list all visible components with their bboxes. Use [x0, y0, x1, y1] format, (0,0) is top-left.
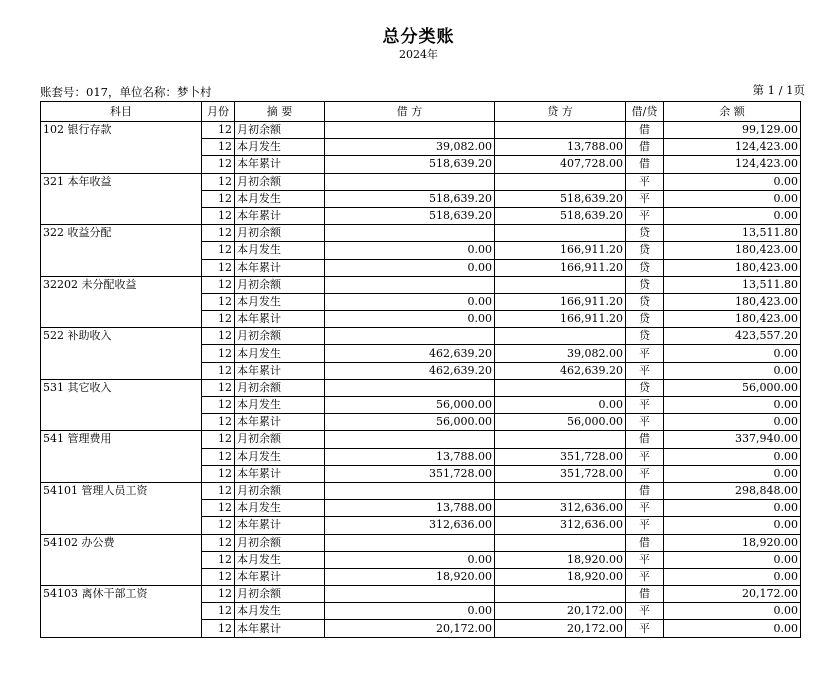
- credit-cell: 166,911.20: [495, 293, 626, 310]
- summary-cell: 本月发生: [235, 397, 325, 414]
- account-set-info: 账套号：017，单位名称：梦卜村: [40, 85, 212, 99]
- table-row: [41, 225, 801, 242]
- direction-cell: 贷: [626, 225, 664, 242]
- direction-cell: 平: [626, 448, 664, 465]
- summary-cell: 本月发生: [235, 242, 325, 259]
- summary-cell: 本月发生: [235, 139, 325, 156]
- month-cell: 12: [202, 328, 235, 345]
- balance-cell: 0.00: [664, 207, 801, 224]
- direction-cell: 贷: [626, 311, 664, 328]
- credit-cell: 518,639.20: [495, 207, 626, 224]
- debit-cell: [325, 431, 495, 448]
- direction-cell: 平: [626, 465, 664, 482]
- credit-cell: [495, 379, 626, 396]
- subject-cell: 102 银行存款: [41, 122, 202, 174]
- balance-cell: 337,940.00: [664, 431, 801, 448]
- month-cell: 12: [202, 190, 235, 207]
- summary-cell: 本月发生: [235, 293, 325, 310]
- balance-cell: 180,423.00: [664, 259, 801, 276]
- general-ledger-table: [40, 101, 801, 638]
- month-cell: 12: [202, 534, 235, 551]
- month-cell: 12: [202, 259, 235, 276]
- debit-cell: [325, 122, 495, 139]
- debit-cell: 518,639.20: [325, 156, 495, 173]
- balance-cell: 0.00: [664, 190, 801, 207]
- direction-cell: 贷: [626, 328, 664, 345]
- summary-cell: 本年累计: [235, 620, 325, 637]
- debit-cell: 20,172.00: [325, 620, 495, 637]
- col-header-balance: 余 额: [664, 102, 801, 122]
- credit-cell: 351,728.00: [495, 465, 626, 482]
- col-header-subject: 科目: [41, 102, 202, 122]
- debit-cell: 13,788.00: [325, 500, 495, 517]
- credit-cell: 56,000.00: [495, 414, 626, 431]
- balance-cell: 13,511.80: [664, 225, 801, 242]
- balance-cell: 56,000.00: [664, 379, 801, 396]
- table-row: [41, 276, 801, 293]
- debit-cell: [325, 276, 495, 293]
- balance-cell: 0.00: [664, 362, 801, 379]
- direction-cell: 借: [626, 139, 664, 156]
- balance-cell: 0.00: [664, 568, 801, 585]
- ledger-body: [41, 122, 801, 638]
- month-cell: 12: [202, 465, 235, 482]
- balance-cell: 423,557.20: [664, 328, 801, 345]
- debit-cell: 0.00: [325, 311, 495, 328]
- direction-cell: 借: [626, 431, 664, 448]
- credit-cell: 166,911.20: [495, 259, 626, 276]
- summary-cell: 月初余额: [235, 225, 325, 242]
- table-row: [41, 534, 801, 551]
- subject-cell: 522 补助收入: [41, 328, 202, 380]
- month-cell: 12: [202, 603, 235, 620]
- credit-cell: [495, 122, 626, 139]
- credit-cell: [495, 173, 626, 190]
- balance-cell: 13,511.80: [664, 276, 801, 293]
- summary-cell: 月初余额: [235, 379, 325, 396]
- credit-cell: 18,920.00: [495, 551, 626, 568]
- credit-cell: 351,728.00: [495, 448, 626, 465]
- summary-cell: 本年累计: [235, 259, 325, 276]
- table-row: [41, 173, 801, 190]
- credit-cell: 166,911.20: [495, 311, 626, 328]
- credit-cell: 13,788.00: [495, 139, 626, 156]
- direction-cell: 平: [626, 568, 664, 585]
- month-cell: 12: [202, 397, 235, 414]
- page-number: 第 1 / 1页: [752, 83, 805, 97]
- month-cell: 12: [202, 173, 235, 190]
- col-header-summary: 摘 要: [235, 102, 325, 122]
- direction-cell: 平: [626, 500, 664, 517]
- summary-cell: 本月发生: [235, 603, 325, 620]
- debit-cell: 462,639.20: [325, 362, 495, 379]
- month-cell: 12: [202, 482, 235, 499]
- balance-cell: 0.00: [664, 517, 801, 534]
- month-cell: 12: [202, 414, 235, 431]
- direction-cell: 借: [626, 156, 664, 173]
- subject-cell: 54103 离休干部工资: [41, 586, 202, 638]
- balance-cell: 0.00: [664, 173, 801, 190]
- table-row: [41, 379, 801, 396]
- summary-cell: 月初余额: [235, 482, 325, 499]
- summary-cell: 本年累计: [235, 568, 325, 585]
- month-cell: 12: [202, 207, 235, 224]
- summary-cell: 本月发生: [235, 500, 325, 517]
- subject-cell: 54101 管理人员工资: [41, 482, 202, 534]
- summary-cell: 月初余额: [235, 328, 325, 345]
- balance-cell: 124,423.00: [664, 139, 801, 156]
- direction-cell: 平: [626, 414, 664, 431]
- direction-cell: 贷: [626, 293, 664, 310]
- balance-cell: 0.00: [664, 345, 801, 362]
- balance-cell: 298,848.00: [664, 482, 801, 499]
- debit-cell: 351,728.00: [325, 465, 495, 482]
- balance-cell: 180,423.00: [664, 293, 801, 310]
- month-cell: 12: [202, 362, 235, 379]
- balance-cell: 0.00: [664, 465, 801, 482]
- debit-cell: [325, 379, 495, 396]
- summary-cell: 本年累计: [235, 414, 325, 431]
- credit-cell: 518,639.20: [495, 190, 626, 207]
- debit-cell: 0.00: [325, 551, 495, 568]
- table-header-row: [41, 102, 801, 122]
- credit-cell: [495, 276, 626, 293]
- month-cell: 12: [202, 379, 235, 396]
- month-cell: 12: [202, 500, 235, 517]
- ledger-year: 2024年: [399, 48, 438, 61]
- direction-cell: 借: [626, 586, 664, 603]
- summary-cell: 月初余额: [235, 276, 325, 293]
- credit-cell: [495, 431, 626, 448]
- debit-cell: 13,788.00: [325, 448, 495, 465]
- table-row: [41, 586, 801, 603]
- month-cell: 12: [202, 551, 235, 568]
- credit-cell: 407,728.00: [495, 156, 626, 173]
- credit-cell: 0.00: [495, 397, 626, 414]
- direction-cell: 借: [626, 482, 664, 499]
- direction-cell: 平: [626, 620, 664, 637]
- subject-cell: 321 本年收益: [41, 173, 202, 225]
- direction-cell: 贷: [626, 276, 664, 293]
- credit-cell: 312,636.00: [495, 517, 626, 534]
- balance-cell: 0.00: [664, 397, 801, 414]
- direction-cell: 平: [626, 173, 664, 190]
- summary-cell: 月初余额: [235, 173, 325, 190]
- table-row: [41, 328, 801, 345]
- direction-cell: 平: [626, 517, 664, 534]
- credit-cell: 462,639.20: [495, 362, 626, 379]
- debit-cell: 56,000.00: [325, 397, 495, 414]
- direction-cell: 平: [626, 207, 664, 224]
- month-cell: 12: [202, 225, 235, 242]
- summary-cell: 本年累计: [235, 156, 325, 173]
- month-cell: 12: [202, 293, 235, 310]
- debit-cell: 0.00: [325, 603, 495, 620]
- month-cell: 12: [202, 242, 235, 259]
- balance-cell: 99,129.00: [664, 122, 801, 139]
- balance-cell: 124,423.00: [664, 156, 801, 173]
- direction-cell: 平: [626, 551, 664, 568]
- month-cell: 12: [202, 620, 235, 637]
- month-cell: 12: [202, 568, 235, 585]
- debit-cell: 462,639.20: [325, 345, 495, 362]
- summary-cell: 本年累计: [235, 517, 325, 534]
- balance-cell: 20,172.00: [664, 586, 801, 603]
- credit-cell: 166,911.20: [495, 242, 626, 259]
- direction-cell: 平: [626, 362, 664, 379]
- table-row: [41, 122, 801, 139]
- balance-cell: 18,920.00: [664, 534, 801, 551]
- subject-cell: 54102 办公费: [41, 534, 202, 586]
- month-cell: 12: [202, 431, 235, 448]
- debit-cell: 518,639.20: [325, 190, 495, 207]
- balance-cell: 180,423.00: [664, 311, 801, 328]
- summary-cell: 月初余额: [235, 431, 325, 448]
- table-row: [41, 482, 801, 499]
- balance-cell: 0.00: [664, 500, 801, 517]
- debit-cell: 18,920.00: [325, 568, 495, 585]
- direction-cell: 贷: [626, 259, 664, 276]
- summary-cell: 月初余额: [235, 122, 325, 139]
- month-cell: 12: [202, 276, 235, 293]
- direction-cell: 平: [626, 603, 664, 620]
- debit-cell: [325, 482, 495, 499]
- credit-cell: [495, 534, 626, 551]
- summary-cell: 本年累计: [235, 207, 325, 224]
- credit-cell: 20,172.00: [495, 620, 626, 637]
- credit-cell: [495, 586, 626, 603]
- credit-cell: [495, 225, 626, 242]
- month-cell: 12: [202, 345, 235, 362]
- balance-cell: 0.00: [664, 448, 801, 465]
- debit-cell: 39,082.00: [325, 139, 495, 156]
- credit-cell: 20,172.00: [495, 603, 626, 620]
- credit-cell: 312,636.00: [495, 500, 626, 517]
- month-cell: 12: [202, 448, 235, 465]
- summary-cell: 本月发生: [235, 345, 325, 362]
- debit-cell: [325, 586, 495, 603]
- direction-cell: 借: [626, 122, 664, 139]
- subject-cell: 541 管理费用: [41, 431, 202, 483]
- direction-cell: 贷: [626, 379, 664, 396]
- debit-cell: [325, 173, 495, 190]
- direction-cell: 平: [626, 345, 664, 362]
- debit-cell: 312,636.00: [325, 517, 495, 534]
- credit-cell: [495, 328, 626, 345]
- debit-cell: [325, 225, 495, 242]
- month-cell: 12: [202, 156, 235, 173]
- credit-cell: 18,920.00: [495, 568, 626, 585]
- ledger-title: 总分类账: [382, 27, 455, 47]
- month-cell: 12: [202, 517, 235, 534]
- subject-cell: 32202 未分配收益: [41, 276, 202, 328]
- summary-cell: 本月发生: [235, 551, 325, 568]
- summary-cell: 本年累计: [235, 465, 325, 482]
- col-header-month: 月份: [202, 102, 235, 122]
- direction-cell: 平: [626, 190, 664, 207]
- summary-cell: 本月发生: [235, 190, 325, 207]
- balance-cell: 0.00: [664, 414, 801, 431]
- debit-cell: 56,000.00: [325, 414, 495, 431]
- subject-cell: 531 其它收入: [41, 379, 202, 431]
- summary-cell: 本月发生: [235, 448, 325, 465]
- direction-cell: 平: [626, 397, 664, 414]
- credit-cell: 39,082.00: [495, 345, 626, 362]
- direction-cell: 贷: [626, 242, 664, 259]
- balance-cell: 0.00: [664, 620, 801, 637]
- debit-cell: [325, 328, 495, 345]
- direction-cell: 借: [626, 534, 664, 551]
- summary-cell: 月初余额: [235, 534, 325, 551]
- table-row: [41, 431, 801, 448]
- month-cell: 12: [202, 122, 235, 139]
- month-cell: 12: [202, 586, 235, 603]
- debit-cell: 0.00: [325, 259, 495, 276]
- summary-cell: 本年累计: [235, 362, 325, 379]
- summary-cell: 月初余额: [235, 586, 325, 603]
- col-header-credit: 贷 方: [495, 102, 626, 122]
- balance-cell: 0.00: [664, 551, 801, 568]
- debit-cell: 518,639.20: [325, 207, 495, 224]
- summary-cell: 本年累计: [235, 311, 325, 328]
- debit-cell: 0.00: [325, 293, 495, 310]
- subject-cell: 322 收益分配: [41, 225, 202, 277]
- month-cell: 12: [202, 139, 235, 156]
- debit-cell: 0.00: [325, 242, 495, 259]
- balance-cell: 0.00: [664, 603, 801, 620]
- col-header-debit: 借 方: [325, 102, 495, 122]
- credit-cell: [495, 482, 626, 499]
- balance-cell: 180,423.00: [664, 242, 801, 259]
- col-header-direction: 借/贷: [626, 102, 664, 122]
- month-cell: 12: [202, 311, 235, 328]
- debit-cell: [325, 534, 495, 551]
